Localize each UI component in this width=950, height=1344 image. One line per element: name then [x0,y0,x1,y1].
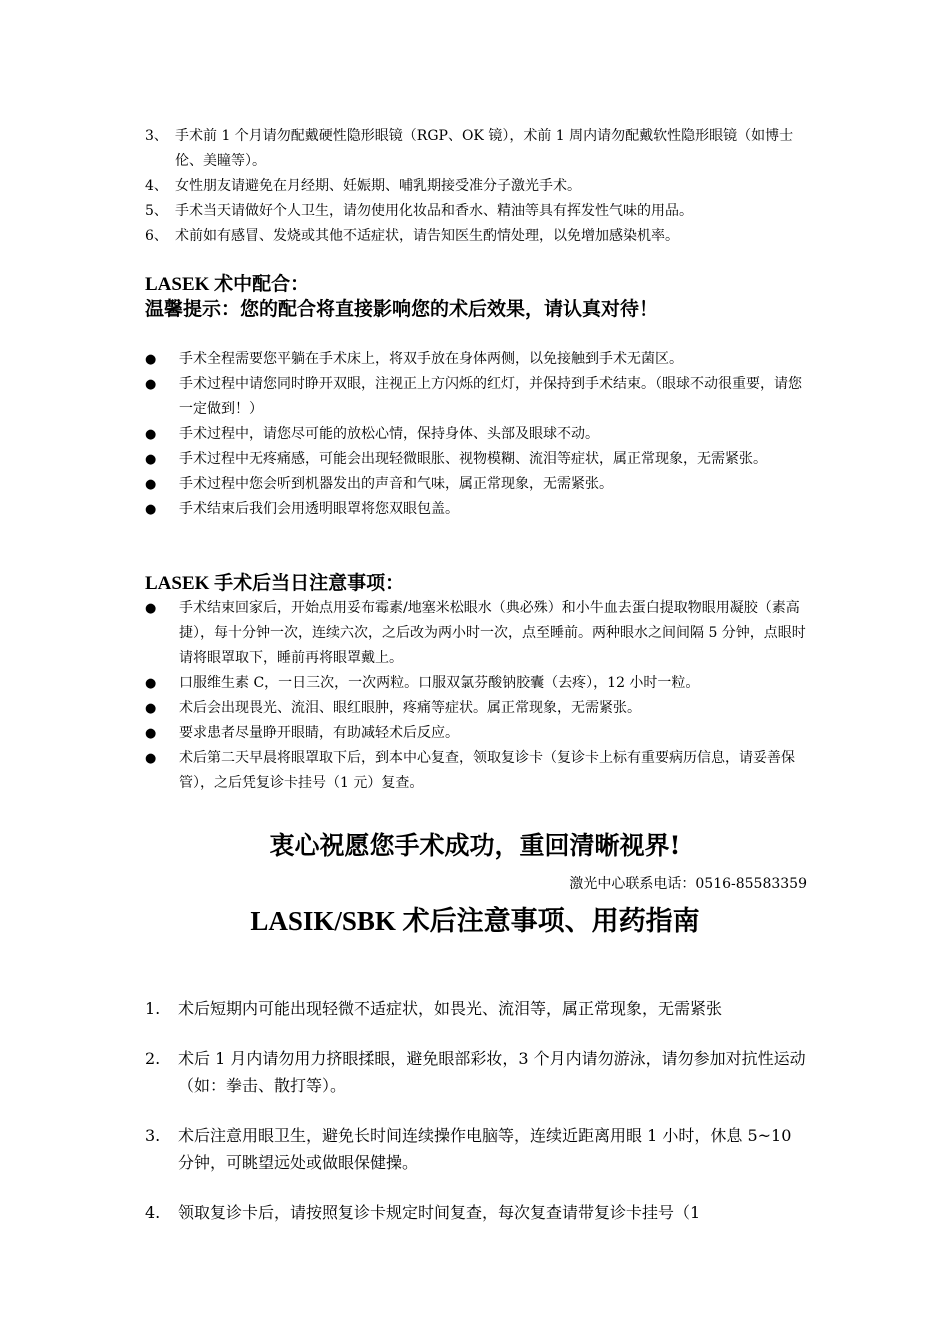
item-number: 3. [145,1126,161,1145]
list-item [145,1199,810,1226]
item-text: 手术过程中请您同时睁开双眼，注视正上方闪烁的红灯，并保持到手术结束。（眼球不动很重要，请您一定做到！） [179,376,802,417]
item-number: 1. [145,999,161,1018]
list-item [145,174,810,199]
item-number: 6、 [145,228,168,244]
item-text: 女性朋友请避免在月经期、妊娠期、哺乳期接受准分子激光手术。 [175,178,581,194]
item-text: 术后 1 月内请勿用力挤眼揉眼，避免眼部彩妆，3 个月内请勿游泳，请勿参加对抗性运动（如：拳击、散打等）。 [178,1049,806,1095]
item-text: 手术全程需要您平躺在手术床上，将双手放在身体两侧，以免接触到手术无菌区。 [179,351,683,367]
list-item [145,347,810,372]
list-item [145,422,810,447]
item-text: 手术过程中无疼痛感，可能会出现轻微眼胀、视物模糊、流泪等症状，属正常现象，无需紧张。 [179,451,767,467]
item-text: 术后第二天早晨将眼罩取下后，到本中心复查，领取复诊卡（复诊卡上标有重要病历信息，请妥善保管），之后凭复诊卡挂号（1 元）复查。 [179,750,795,791]
item-text: 术后会出现畏光、流泪、眼红眼肿，疼痛等症状。属正常现象，无需紧张。 [179,700,641,716]
list-item [145,995,810,1022]
item-number: 5、 [145,203,168,219]
during-list [145,347,810,522]
contact-phone: 激光中心联系电话：0516-85583359 [569,876,807,892]
bullet-icon: ● [145,751,157,766]
item-text: 手术当天请做好个人卫生，请勿使用化妆品和香水、精油等具有挥发性气味的用品。 [175,203,693,219]
bullet-icon: ● [145,726,157,741]
bullet-icon: ● [145,701,157,716]
bullet-icon: ● [145,452,157,467]
item-number: 4. [145,1203,161,1222]
bullet-icon: ● [145,427,157,442]
section-heading-after-day: LASEK 手术后当日注意事项： [145,573,405,594]
pre-op-list [145,124,810,249]
wish-message: 衷心祝愿您手术成功，重回清晰视界! [269,831,681,860]
lasik-title: LASIK/SBK 术后注意事项、用药指南 [250,906,700,936]
item-text: 术后注意用眼卫生，避免长时间连续操作电脑等，连续近距离用眼 1 小时，休息 5~10 分钟，可眺望远处或做眼保健操。 [178,1126,792,1172]
item-text: 领取复诊卡后，请按照复诊卡规定时间复查，每次复查请带复诊卡挂号（1 [178,1203,701,1222]
bullet-icon: ● [145,676,157,691]
item-text: 手术结束后我们会用透明眼罩将您双眼包盖。 [179,501,459,517]
bullet-icon: ● [145,601,157,616]
list-item [145,497,810,522]
list-item [145,721,810,746]
warm-tip-heading: 温馨提示：您的配合将直接影响您的术后效果，请认真对待！ [145,299,659,320]
lasik-list [145,995,810,1249]
list-item [145,696,810,721]
list-item [145,472,810,497]
item-text: 术后短期内可能出现轻微不适症状，如畏光、流泪等，属正常现象，无需紧张 [178,999,723,1018]
bullet-icon: ● [145,477,157,492]
list-item [145,746,810,796]
list-item [145,1122,810,1176]
bullet-icon: ● [145,352,157,367]
item-number: 3、 [145,128,168,144]
list-item [145,596,810,671]
list-item [145,124,810,174]
item-text: 手术过程中您会听到机器发出的声音和气味，属正常现象，无需紧张。 [179,476,613,492]
after-day-list [145,596,810,796]
list-item [145,372,810,422]
bullet-icon: ● [145,502,157,517]
item-text: 手术前 1 个月请勿配戴硬性隐形眼镜（RGP、OK 镜），术前 1 周内请勿配戴软性隐形眼镜（如博士伦、美瞳等）。 [175,128,794,169]
item-number: 4、 [145,178,168,194]
list-item [145,1045,810,1099]
item-text: 术前如有感冒、发烧或其他不适症状，请告知医生酌情处理，以免增加感染机率。 [175,228,679,244]
bullet-icon: ● [145,377,157,392]
item-number: 2. [145,1049,161,1068]
section-heading-during: LASEK 术中配合： [145,274,310,295]
list-item [145,447,810,472]
list-item [145,224,810,249]
item-text: 要求患者尽量睁开眼睛，有助减轻术后反应。 [179,725,459,741]
item-text: 手术结束回家后，开始点用妥布霉素/地塞米松眼水（典必殊）和小牛血去蛋白提取物眼用凝胶（素高捷），每十分钟一次，连续六次，之后改为两小时一次，点至睡前。两种眼水之间间隔 5 分钟，点眼时请将眼罩取下，睡前再将眼罩戴上。 [179,600,806,666]
list-item [145,199,810,224]
list-item [145,671,810,696]
item-text: 口服维生素 C，一日三次，一次两粒。口服双氯芬酸钠胶囊（去疼），12 小时一粒。 [179,675,700,691]
item-text: 手术过程中，请您尽可能的放松心情，保持身体、头部及眼球不动。 [179,426,599,442]
